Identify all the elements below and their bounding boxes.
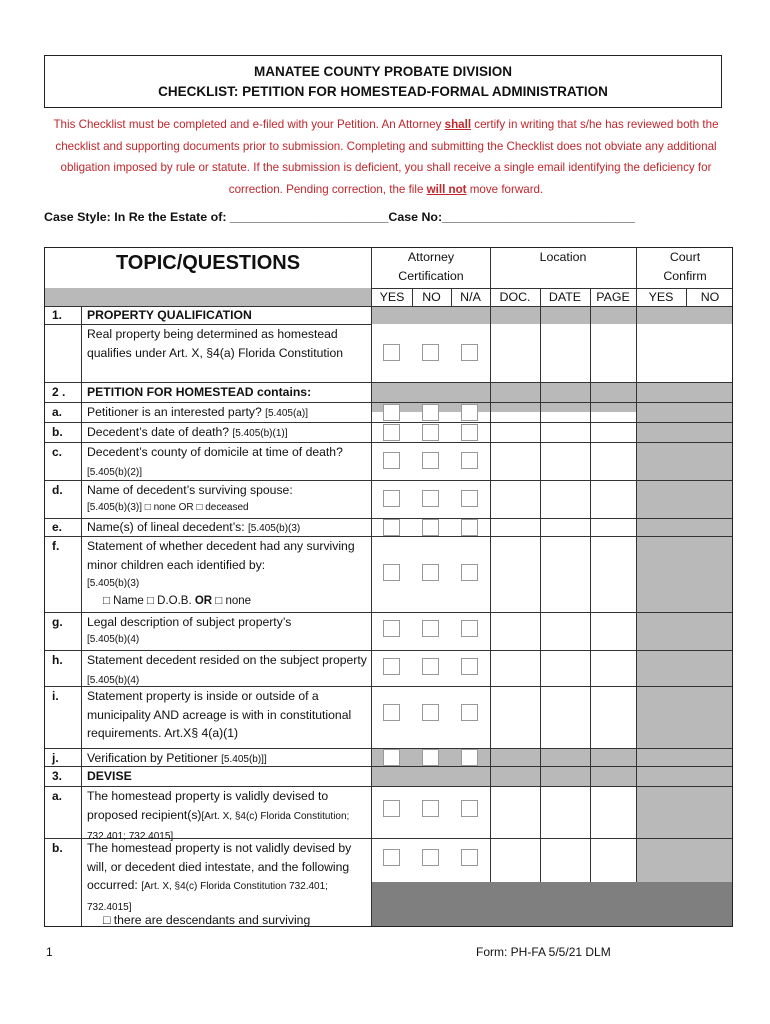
section-3-title: DEVISE — [87, 769, 132, 783]
row-g-text: Legal description of subject property’s — [87, 615, 292, 629]
na-heading: N/A — [460, 290, 481, 304]
row-h-na-checkbox[interactable] — [461, 658, 478, 675]
devise-a-letter: a. — [52, 789, 63, 803]
row-j-no-checkbox[interactable] — [422, 749, 439, 766]
location-heading: Location — [539, 250, 587, 264]
row-c-no-checkbox[interactable] — [422, 452, 439, 469]
row-a-no-checkbox[interactable] — [422, 404, 439, 421]
row-j-text: Verification by Petitioner [5.405(b)]] — [87, 751, 267, 765]
intro-paragraph — [44, 114, 728, 200]
devise-dark-block — [372, 882, 733, 927]
section-3-number: 3. — [52, 769, 63, 783]
header-grey-band — [45, 288, 372, 306]
row-a-na-checkbox[interactable] — [461, 404, 478, 421]
no-heading: NO — [422, 290, 441, 304]
row-j-na-checkbox[interactable] — [461, 749, 478, 766]
row-b-na-checkbox[interactable] — [461, 424, 478, 441]
row-a-text: Petitioner is an interested party? [5.405(a)] — [87, 405, 308, 419]
devise-grey-column — [636, 786, 733, 882]
devise-b-no-checkbox[interactable] — [422, 849, 439, 866]
devise-a-na-checkbox[interactable] — [461, 800, 478, 817]
page-heading: PAGE — [596, 290, 630, 304]
devise-b-option: □ there are descendants and surviving — [103, 913, 311, 927]
row-d-letter: d. — [52, 483, 63, 497]
row-c-letter: c. — [52, 445, 63, 459]
row-g-letter: g. — [52, 615, 63, 629]
row-property-qualification: Real property being determined as homestead qualifies under Art. X, §4(a) Florida Constitution — [87, 327, 344, 360]
row-a-yes-checkbox[interactable] — [383, 404, 400, 421]
row-e-letter: e. — [52, 520, 63, 534]
row-f-options: □ Name □ D.O.B. OR □ none — [103, 595, 252, 607]
form-id: Form: PH-FA 5/5/21 DLM — [476, 945, 611, 959]
section2-grey-band — [372, 382, 733, 402]
property-yes-checkbox[interactable] — [383, 344, 400, 361]
row-d-no-checkbox[interactable] — [422, 490, 439, 507]
row-g-ref: [5.405(b)(4) — [87, 634, 140, 645]
section-2-number: 2 . — [52, 385, 66, 399]
row-i-na-checkbox[interactable] — [461, 704, 478, 721]
devise-a-yes-checkbox[interactable] — [383, 800, 400, 817]
row-a-letter: a. — [52, 405, 63, 419]
intro-shall: shall — [444, 118, 472, 131]
devise-b-letter: b. — [52, 841, 63, 855]
confirm-heading: Confirm — [663, 269, 707, 283]
intro-will-not: will not — [426, 182, 467, 196]
page-number: 1 — [46, 945, 53, 959]
row-b-no-checkbox[interactable] — [422, 424, 439, 441]
case-style-line: Case Style: In Re the Estate of: _______________________Case No:____________________________ — [44, 210, 636, 224]
row-f-letter: f. — [52, 539, 60, 553]
court-yes-heading: YES — [648, 290, 674, 304]
devise-a-no-checkbox[interactable] — [422, 800, 439, 817]
row-f-text: Statement of whether decedent had any surviving minor children each identified by: — [87, 539, 355, 572]
row-g-yes-checkbox[interactable] — [383, 620, 400, 637]
row-c-na-checkbox[interactable] — [461, 452, 478, 469]
title-line-2: CHECKLIST: PETITION FOR HOMESTEAD-FORMAL ADMINISTRATION — [158, 84, 608, 99]
topic-questions-heading: TOPIC/QUESTIONS — [115, 252, 301, 274]
doc-heading: DOC. — [499, 290, 531, 304]
section-1-number: 1. — [52, 308, 63, 322]
court-no-heading: NO — [700, 290, 720, 304]
intro-part-1: This Checklist must be completed and e-filed with your Petition. An Attorney — [53, 118, 445, 131]
intro-part-3: move forward. — [466, 182, 544, 196]
row-g-na-checkbox[interactable] — [461, 620, 478, 637]
intro-part-2: certify in writing that s/he has reviewed both the checklist and supporting documents prior to submission. Completing and submitting the Checklist does not obviate any additional obligation imposed by rule or statute. If the submission is deficient, you shall receive a single email identifying the deficiency for correction. Pending correction, the file — [55, 118, 719, 196]
row-f-no-checkbox[interactable] — [422, 564, 439, 581]
row-h-yes-checkbox[interactable] — [383, 658, 400, 675]
row-c-text: Decedent’s county of domicile at time of death? [5.405(b)(2)] — [87, 445, 343, 478]
certification-heading: Certification — [398, 269, 464, 283]
row-e-yes-checkbox[interactable] — [383, 519, 400, 536]
title-box — [44, 55, 722, 108]
row-g-no-checkbox[interactable] — [422, 620, 439, 637]
row-a-grey-top — [372, 402, 636, 412]
section3-grey-band — [372, 766, 733, 786]
row-j-letter: j. — [52, 751, 59, 765]
yes-heading: YES — [379, 290, 405, 304]
row-f-na-checkbox[interactable] — [461, 564, 478, 581]
row-e-no-checkbox[interactable] — [422, 519, 439, 536]
row-j-yes-checkbox[interactable] — [383, 749, 400, 766]
row-i-text: Statement property is inside or outside of a municipality AND acreage is with in constitutional requirements. Art.X§ 4(a)(1) — [87, 689, 352, 740]
row-e-text: Name(s) of lineal decedent’s: [5.405(b)(3) — [87, 520, 301, 534]
section-2-title: PETITION FOR HOMESTEAD contains: — [87, 385, 312, 399]
devise-b-na-checkbox[interactable] — [461, 849, 478, 866]
row-d-options: [5.405(b)(3)] □ none OR □ deceased — [87, 502, 249, 513]
devise-b-yes-checkbox[interactable] — [383, 849, 400, 866]
devise-a-text: The homestead property is validly devised to proposed recipient(s)[Art. X, §4(c) Florida Constitution; 732.401; 732.4015] — [87, 789, 350, 842]
date-heading: DATE — [548, 290, 582, 304]
row-c-yes-checkbox[interactable] — [383, 452, 400, 469]
row-b-text: Decedent’s date of death? [5.405(b)(1)] — [87, 425, 288, 439]
row-h-no-checkbox[interactable] — [422, 658, 439, 675]
title-line-1: MANATEE COUNTY PROBATE DIVISION — [253, 64, 513, 79]
row-i-letter: i. — [52, 689, 59, 703]
court-confirm-grey-column — [636, 402, 733, 749]
row-i-yes-checkbox[interactable] — [383, 704, 400, 721]
property-na-checkbox[interactable] — [461, 344, 478, 361]
property-no-checkbox[interactable] — [422, 344, 439, 361]
devise-b-text: The homestead property is not validly devised by will, or decedent died intestate, and the following occurred: [Art. X, §4(c) Florida Constitution 732.401; 732.4015] — [87, 841, 352, 913]
row-e-na-checkbox[interactable] — [461, 519, 478, 536]
row-b-yes-checkbox[interactable] — [383, 424, 400, 441]
checklist-table — [44, 247, 733, 927]
row-h-text: Statement decedent resided on the subject property [5.405(b)(4) — [87, 653, 367, 686]
row-b-letter: b. — [52, 425, 63, 439]
section-1-title: PROPERTY QUALIFICATION — [87, 308, 252, 322]
row-i-no-checkbox[interactable] — [422, 704, 439, 721]
row-h-letter: h. — [52, 653, 63, 667]
section1-grey-band — [372, 306, 733, 324]
court-heading: Court — [669, 250, 701, 264]
row-f-ref: [5.405(b)(3) — [87, 578, 140, 589]
row-d-yes-checkbox[interactable] — [383, 490, 400, 507]
row-d-na-checkbox[interactable] — [461, 490, 478, 507]
attorney-heading: Attorney — [407, 250, 455, 264]
row-f-yes-checkbox[interactable] — [383, 564, 400, 581]
row-d-text: Name of decedent’s surviving spouse: — [87, 483, 293, 497]
